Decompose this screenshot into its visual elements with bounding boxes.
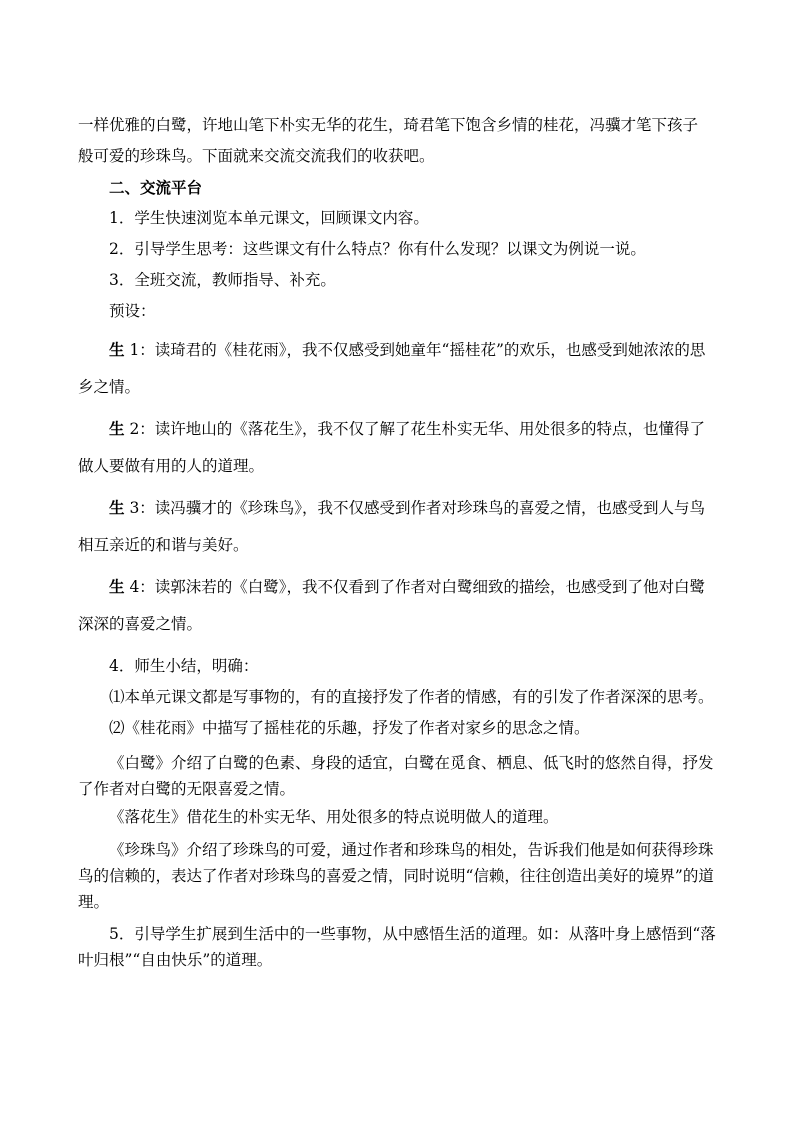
student-answer-4 (78, 568, 718, 643)
step-4: 4．师生小结，明确： (109, 657, 259, 675)
student-label: 生 (109, 577, 125, 596)
summary-zhenzhuniao: 《珍珠鸟》介绍了珍珠鸟的可爱，通过作者和珍珠鸟的相处，告诉我们他是如何获得珍珠鸟的信赖的，表达了作者对珍珠鸟的喜爱之情，同时说明“信赖，往往创造出美好的境界”的道理。 (78, 841, 714, 911)
student-label: 生 (109, 419, 125, 438)
summary-point-1: ⑴本单元课文都是写事物的，有的直接抒发了作者的情感，有的引发了作者深深的思考。 (109, 688, 714, 706)
student-answer-text: 1：读琦君的《桂花雨》，我不仅感受到她童年“摇桂花”的欢乐，也感受到她浓浓的思乡之情。 (78, 341, 706, 396)
preset-label: 预设： (109, 302, 156, 320)
student-label: 生 (109, 498, 125, 517)
intro-line-1: 一样优雅的白鹭，许地山笔下朴实无华的花生，琦君笔下饱含乡情的桂花，冯骥才笔下孩子 (78, 116, 699, 134)
summary-bailu: 《白鹭》介绍了白鹭的色素、身段的适宜，白鹭在觅食、栖息、低飞时的悠然自得，抒发了作者对白鹭的无限喜爱之情。 (78, 754, 714, 798)
student-answer-text: 2：读许地山的《落花生》，我不仅了解了花生朴实无华、用处很多的特点，也懂得了做人要做有用的人的道理。 (78, 420, 706, 475)
step-5: 5．引导学生扩展到生活中的一些事物，从中感悟生活的道理。如：从落叶身上感悟到“落叶归根”“自由快乐”的道理。 (78, 925, 716, 969)
student-label: 生 (109, 340, 125, 359)
student-answer-3 (78, 489, 718, 564)
student-answer-1 (78, 331, 718, 406)
step-3: 3．全班交流，教师指导、补充。 (109, 271, 336, 289)
intro-line-2: 般可爱的珍珠鸟。下面就来交流交流我们的收获吧。 (78, 147, 435, 165)
summary-point-2: ⑵《桂花雨》中描写了摇桂花的乐趣，抒发了作者对家乡的思念之情。 (109, 719, 590, 737)
step-2: 2．引导学生思考：这些课文有什么特点？你有什么发现？以课文为例说一说。 (109, 240, 646, 258)
student-answer-text: 3：读冯骥才的《珍珠鸟》，我不仅感受到作者对珍珠鸟的喜爱之情，也感受到人与鸟相互亲近的和谐与美好。 (78, 499, 706, 554)
student-answer-2 (78, 410, 718, 485)
document-page (78, 110, 718, 973)
summary-luohuasheng: 《落花生》借花生的朴实无华、用处很多的特点说明做人的道理。 (109, 808, 559, 826)
section-heading: 二、交流平台 (109, 178, 203, 197)
step-1: 1．学生快速浏览本单元课文，回顾课文内容。 (109, 209, 429, 227)
student-answer-text: 4：读郭沫若的《白鹭》，我不仅看到了作者对白鹭细致的描绘，也感受到了他对白鹭深深的喜爱之情。 (78, 578, 706, 633)
